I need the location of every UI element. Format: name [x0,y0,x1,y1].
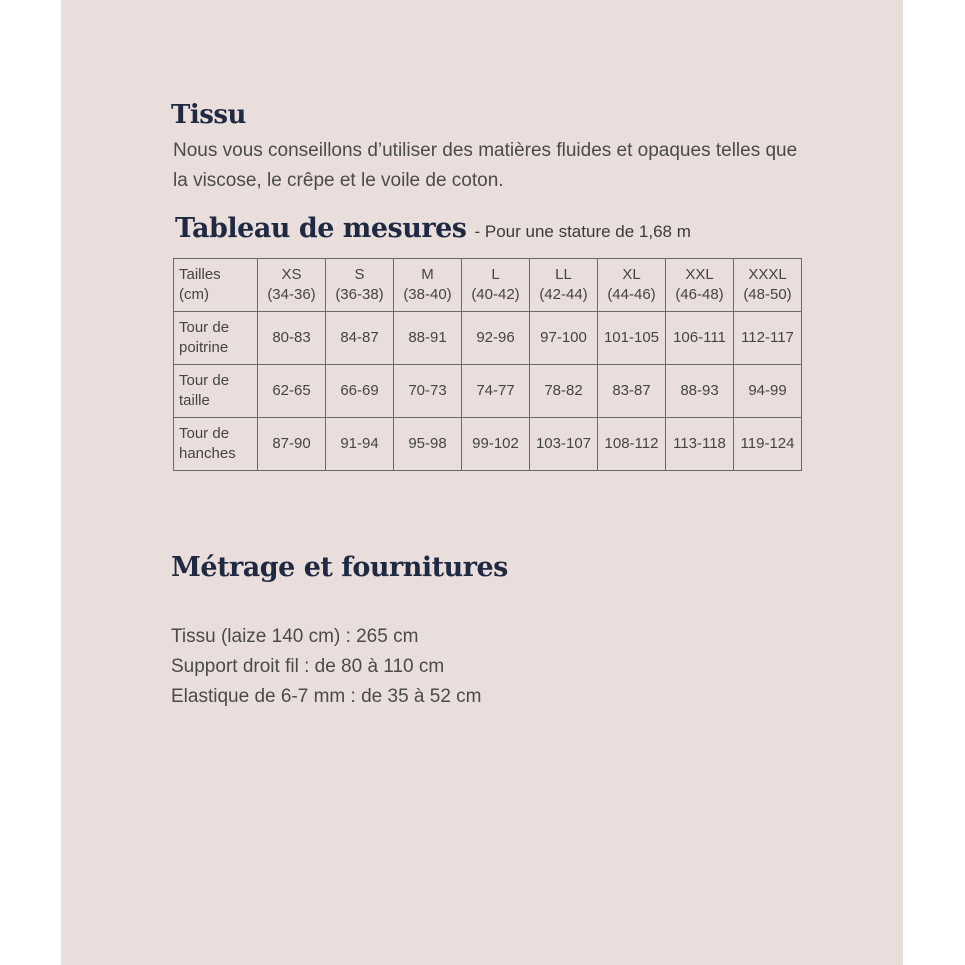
fournitures-list [171,622,482,712]
table-cell: 106-111 [666,312,734,365]
size-header-xxl [666,259,734,312]
table-cell: 87-90 [258,418,326,471]
size-name: M [421,266,434,283]
table-cell: 113-118 [666,418,734,471]
size-range: (40-42) [471,286,520,303]
size-header-row [174,259,802,312]
list-item: Tissu (laize 140 cm) : 265 cm [171,626,419,647]
table-cell: 108-112 [598,418,666,471]
size-name: L [491,266,500,283]
table-cell: 95-98 [394,418,462,471]
tissu-heading: Tissu [171,100,246,130]
header-label-line-1: Tailles [179,266,221,283]
table-cell: 88-93 [666,365,734,418]
table-cell: 84-87 [326,312,394,365]
size-header-xl [598,259,666,312]
size-range: (34-36) [267,286,316,303]
table-cell: 78-82 [530,365,598,418]
table-cell: 91-94 [326,418,394,471]
table-cell: 80-83 [258,312,326,365]
size-header-xxxl [734,259,802,312]
size-range: (44-46) [607,286,656,303]
tissu-description [173,136,873,196]
list-item: Elastique de 6-7 mm : de 35 à 52 cm [171,686,482,707]
size-header-ll [530,259,598,312]
table-cell: 103-107 [530,418,598,471]
metrage-heading: Métrage et fournitures [171,552,508,583]
size-header-m [394,259,462,312]
list-item: Support droit fil : de 80 à 110 cm [171,656,445,677]
table-row-taille [174,365,802,418]
size-chart-table [173,258,802,471]
row-label-hanches [174,418,258,471]
table-cell: 70-73 [394,365,462,418]
table-cell: 112-117 [734,312,802,365]
size-range: (46-48) [675,286,724,303]
size-header-s [326,259,394,312]
table-cell: 66-69 [326,365,394,418]
row-label-line-2: poitrine [179,339,229,356]
table-row-hanches [174,418,802,471]
size-range: (42-44) [539,286,588,303]
header-label-line-2: (cm) [179,286,209,303]
size-range: (38-40) [403,286,452,303]
pattern-info-page [61,0,903,965]
table-row-poitrine [174,312,802,365]
table-cell: 74-77 [462,365,530,418]
tableau-heading [175,213,691,244]
row-label-line-2: taille [179,392,210,409]
size-name: LL [555,266,572,283]
tissu-line-1: Nous vous conseillons d’utiliser des matières fluides et opaques telles que [173,140,798,161]
table-cell: 119-124 [734,418,802,471]
row-label-taille [174,365,258,418]
table-cell: 83-87 [598,365,666,418]
table-cell: 97-100 [530,312,598,365]
table-cell: 99-102 [462,418,530,471]
size-name: XS [281,266,302,283]
tissu-line-2: la viscose, le crêpe et le voile de coton. [173,170,504,191]
row-label-line-1: Tour de [179,372,230,389]
tableau-subtitle: - Pour une stature de 1,68 m [474,222,691,241]
size-header-xs [258,259,326,312]
table-cell: 62-65 [258,365,326,418]
size-name: XL [622,266,641,283]
size-name: XXL [685,266,714,283]
size-name: XXXL [748,266,787,283]
row-label-line-2: hanches [179,445,236,462]
table-cell: 88-91 [394,312,462,365]
table-cell: 92-96 [462,312,530,365]
tableau-title: Tableau de mesures [175,213,467,244]
size-range: (36-38) [335,286,384,303]
header-label-cell [174,259,258,312]
size-name: S [354,266,365,283]
size-range: (48-50) [743,286,792,303]
row-label-line-1: Tour de [179,319,230,336]
row-label-line-1: Tour de [179,425,230,442]
table-cell: 94-99 [734,365,802,418]
size-header-l [462,259,530,312]
table-cell: 101-105 [598,312,666,365]
row-label-poitrine [174,312,258,365]
